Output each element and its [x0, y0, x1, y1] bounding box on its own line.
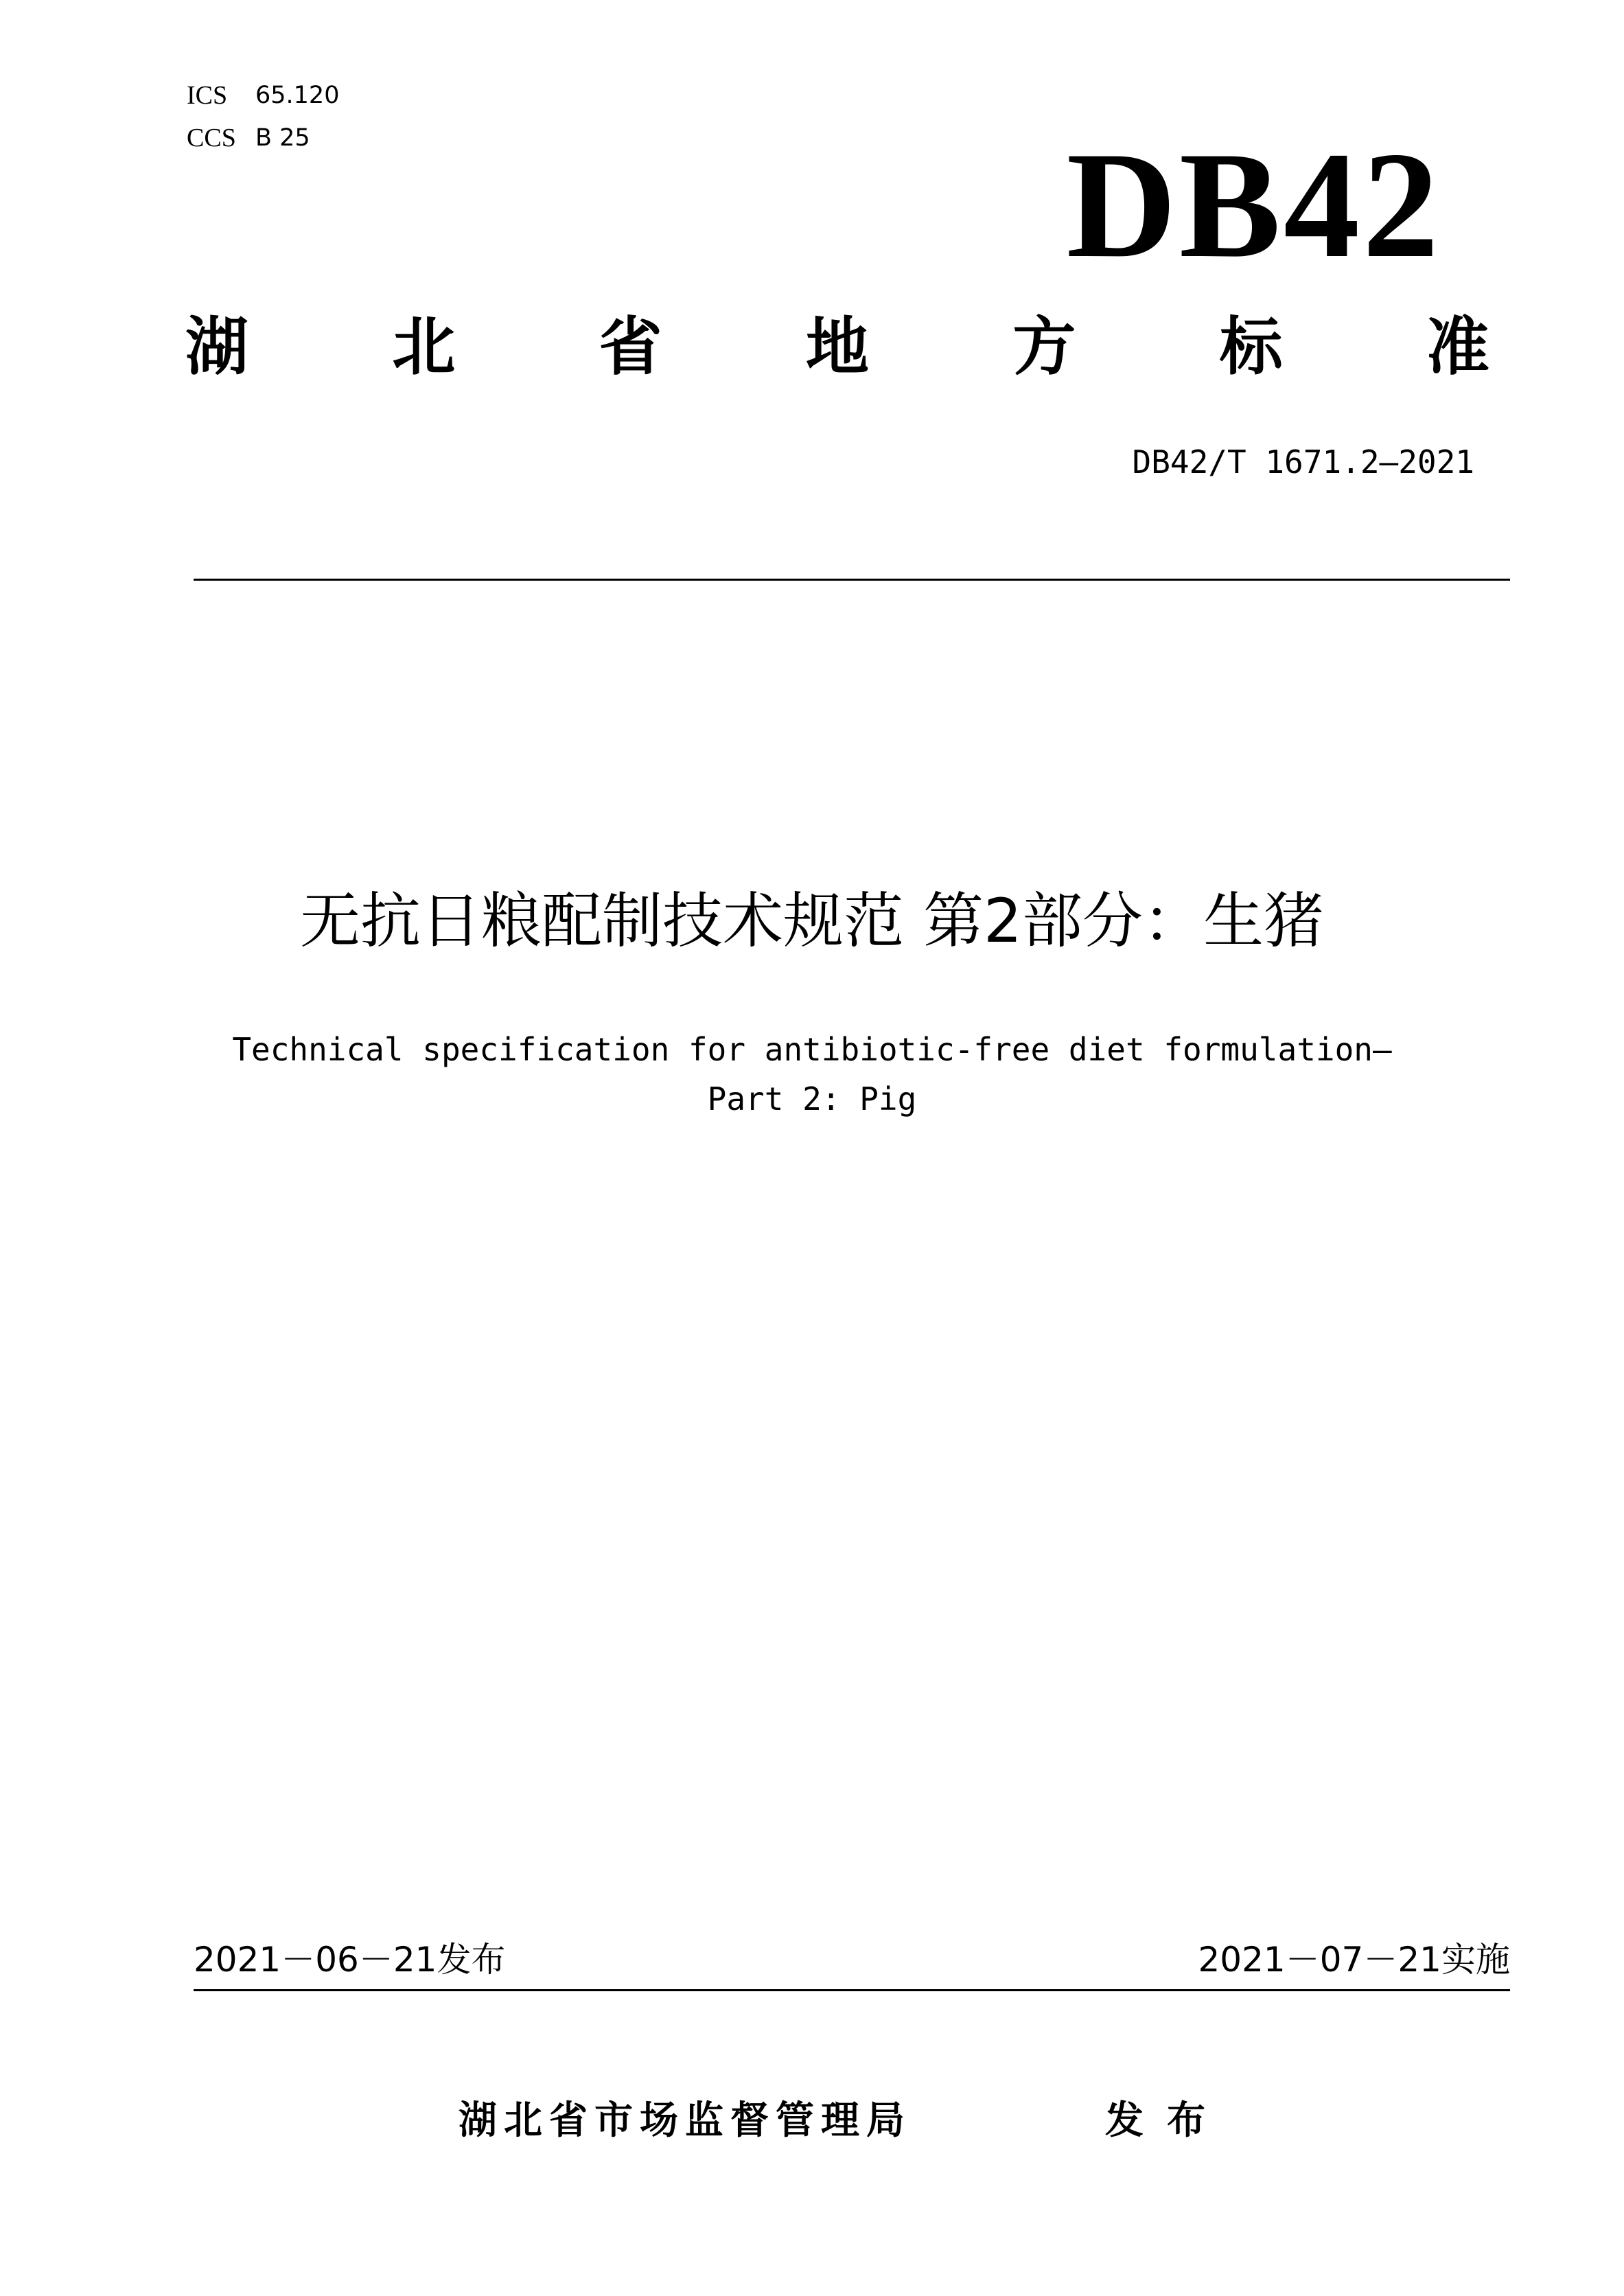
ics-value: 65.120: [255, 82, 340, 109]
document-title-en-line2: Part 2: Pig: [707, 1080, 917, 1117]
standard-number: DB42/T 1671.2—2021: [1132, 443, 1474, 480]
bottom-divider: [194, 1989, 1510, 1991]
publish-label: 发布: [1105, 2098, 1229, 2143]
ccs-label: CCS: [187, 124, 236, 152]
document-title-en: [0, 1025, 1624, 1124]
implementation-date: 2021－07－21实施: [1198, 1940, 1510, 1980]
ccs-row: [187, 117, 339, 159]
document-title-cn: 无抗日粮配制技术规范 第2部分：生猪: [300, 885, 1324, 956]
standard-type-char: 省: [599, 310, 662, 384]
top-divider: [194, 579, 1510, 581]
standard-type-char: 湖: [185, 310, 249, 384]
publisher-name: 湖北省市场监督管理局: [459, 2098, 912, 2143]
standard-type-char: 地: [805, 310, 869, 384]
ics-row: [187, 74, 339, 117]
document-title-en-line1: Technical specification for antibiotic-free diet formulation—: [232, 1031, 1392, 1068]
standard-type-char: 北: [392, 310, 456, 384]
standard-type-char: 准: [1426, 310, 1489, 384]
ccs-value: B 25: [255, 124, 310, 152]
classification-block: [187, 74, 339, 159]
issue-date: 2021－06－21发布: [194, 1940, 506, 1980]
standard-type-title: [185, 310, 1489, 384]
standard-type-char: 标: [1219, 310, 1283, 384]
ics-label: ICS: [187, 81, 228, 110]
standard-type-char: 方: [1012, 310, 1076, 384]
db42-logo: DB42: [1066, 121, 1441, 290]
